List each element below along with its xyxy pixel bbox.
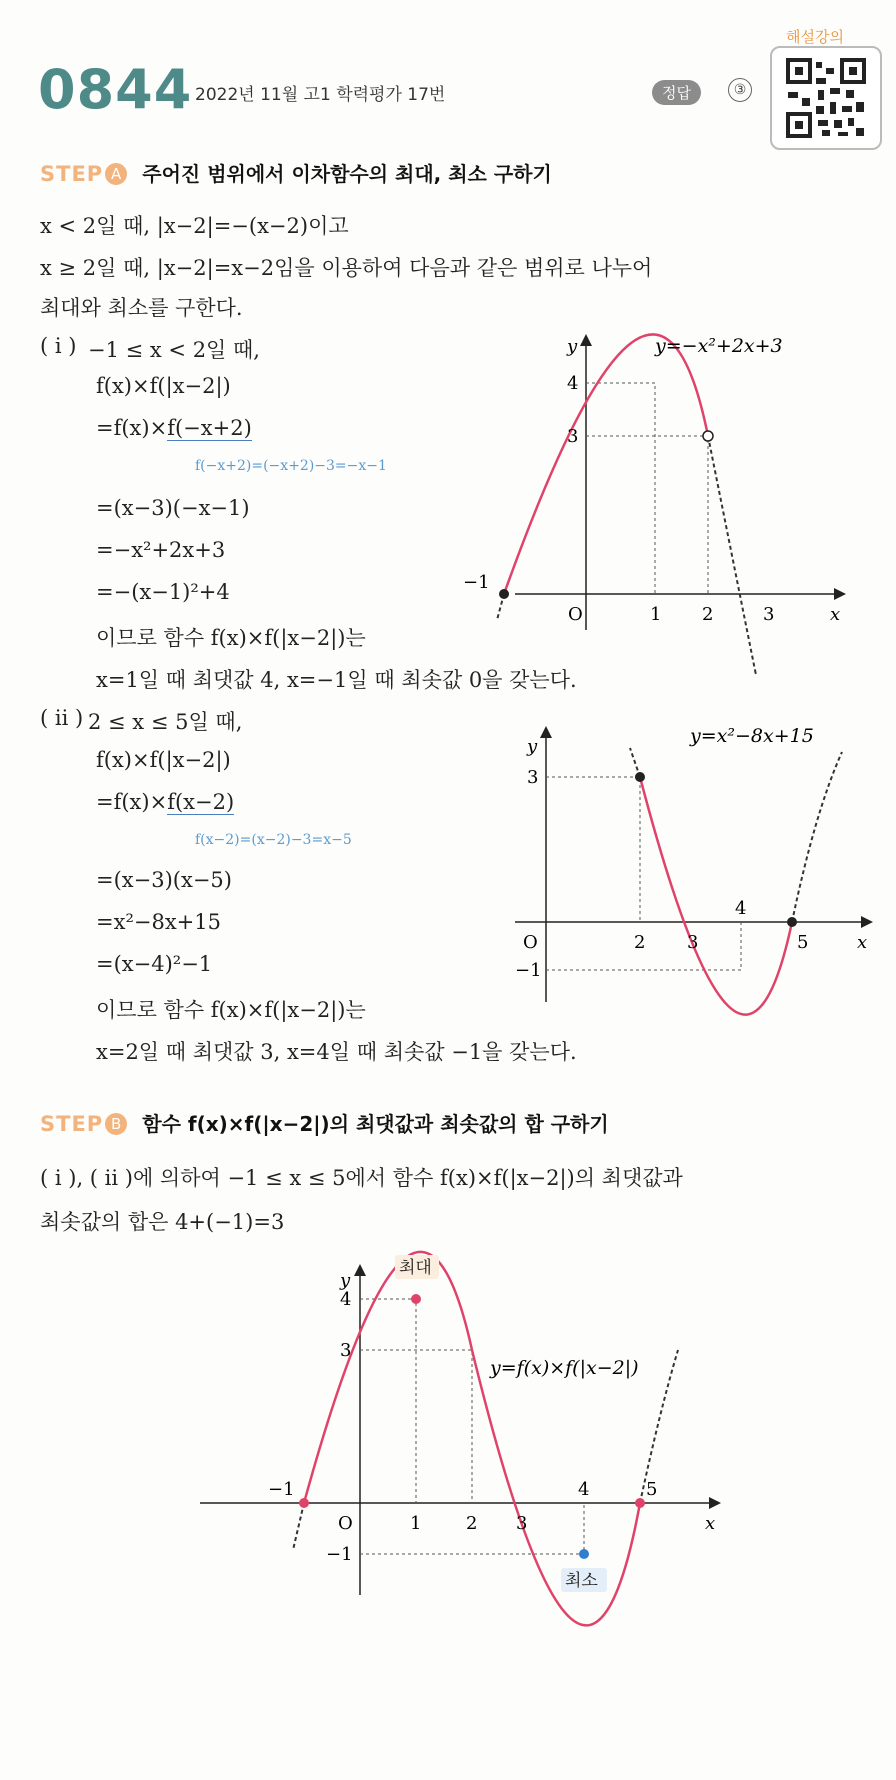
step-b-title: 함수 f(x)×f(|x−2|)의 최댓값과 최솟값의 합 구하기 bbox=[142, 1112, 609, 1136]
tick-x2: 2 bbox=[702, 604, 714, 625]
tick-x3: 3 bbox=[687, 932, 699, 953]
tick-xm1: −1 bbox=[268, 1479, 295, 1500]
case2-line-6: 이므로 함수 f(x)×f(|x−2|)는 bbox=[96, 998, 366, 1022]
step-a-header bbox=[40, 158, 552, 187]
step-b-line-1: ( i ), ( ii )에 의하여 −1 ≤ x ≤ 5에서 함수 f(x)×f(|x−2|)의 최댓값과 bbox=[40, 1166, 683, 1190]
curve-dashed-right bbox=[792, 752, 842, 922]
step-a-letter: A bbox=[105, 163, 127, 185]
tick-ym1: −1 bbox=[326, 1544, 353, 1565]
case1-line-1: f(x)×f(|x−2|) bbox=[96, 374, 231, 398]
tick-y3: 3 bbox=[527, 767, 539, 788]
qr-code[interactable] bbox=[770, 46, 882, 150]
case2-note: f(x−2)=(x−2)−3=x−5 bbox=[195, 832, 352, 848]
step-a-badge: STEP bbox=[40, 162, 104, 186]
tick-x5: 5 bbox=[646, 1479, 658, 1500]
qr-code-icon bbox=[772, 48, 880, 148]
origin: O bbox=[568, 604, 583, 625]
tick-ym1: −1 bbox=[515, 960, 542, 981]
case1-line-3: =(x−3)(−x−1) bbox=[96, 496, 250, 520]
case1-note: f(−x+2)=(−x+2)−3=−x−1 bbox=[195, 458, 387, 474]
equation-2: y=x²−8x+15 bbox=[690, 725, 814, 747]
case1-line-6: 이므로 함수 f(x)×f(|x−2|)는 bbox=[96, 626, 366, 650]
y-label: y bbox=[567, 336, 578, 357]
case2-line-5: =(x−4)²−1 bbox=[96, 952, 213, 976]
tick-y4: 4 bbox=[340, 1289, 352, 1310]
tick-x2: 2 bbox=[634, 932, 646, 953]
intro-line-3: 최대와 최소를 구한다. bbox=[40, 296, 243, 320]
curve-solid bbox=[640, 777, 792, 1015]
min-label: 최소 bbox=[565, 1571, 598, 1591]
case1-line-2 bbox=[96, 416, 252, 440]
tick-y3: 3 bbox=[340, 1340, 352, 1361]
answer-badge: 정답 bbox=[652, 80, 701, 105]
tick-x4: 4 bbox=[735, 898, 747, 919]
origin: O bbox=[523, 932, 538, 953]
case1-label: ( i ) bbox=[40, 334, 77, 358]
guide-3 bbox=[360, 1350, 472, 1503]
equation-3: y=f(x)×f(|x−2|) bbox=[490, 1357, 639, 1379]
intro-line-2: x ≥ 2일 때, |x−2|=x−2임을 이용하여 다음과 같은 범위로 나누어 bbox=[40, 256, 653, 280]
tick-x5: 5 bbox=[797, 932, 809, 953]
tick-y4: 4 bbox=[567, 373, 579, 394]
y-label: y bbox=[527, 736, 538, 757]
answer-choice: ③ bbox=[728, 78, 752, 102]
origin: O bbox=[338, 1513, 353, 1534]
tick-y3: 3 bbox=[567, 426, 579, 447]
tick-x1: 1 bbox=[410, 1513, 422, 1534]
y-label: y bbox=[340, 1270, 351, 1291]
tick-x2: 2 bbox=[466, 1513, 478, 1534]
case2-line-4: =x²−8x+15 bbox=[96, 910, 221, 934]
step-a-title: 주어진 범위에서 이차함수의 최대, 최소 구하기 bbox=[142, 162, 552, 186]
guide-3 bbox=[546, 777, 640, 922]
step-b-badge: STEP bbox=[40, 1112, 104, 1136]
graph-1 bbox=[463, 330, 865, 640]
case1-range: −1 ≤ x < 2일 때, bbox=[88, 338, 260, 362]
step-b-line-2: 최솟값의 합은 4+(−1)=3 bbox=[40, 1210, 285, 1234]
point-min bbox=[579, 1549, 589, 1559]
guide-max bbox=[586, 383, 655, 594]
guide-max bbox=[360, 1299, 416, 1503]
problem-number: 0844 bbox=[38, 58, 193, 121]
problem-source: 2022년 11월 고1 학력평가 17번 bbox=[195, 85, 446, 105]
max-label: 최대 bbox=[399, 1258, 432, 1278]
tick-xm1: −1 bbox=[463, 572, 490, 593]
curve-solid bbox=[504, 334, 708, 594]
tick-x4: 4 bbox=[578, 1479, 590, 1500]
point-max bbox=[411, 1294, 421, 1304]
tick-x3: 3 bbox=[516, 1513, 528, 1534]
case1-line-2a: =f(x)× bbox=[96, 416, 168, 440]
case2-line-7: x=2일 때 최댓값 3, x=4일 때 최솟값 −1을 갖는다. bbox=[96, 1040, 577, 1064]
point-minus1 bbox=[299, 1498, 309, 1508]
case1-line-5: =−(x−1)²+4 bbox=[96, 580, 230, 604]
case2-line-2 bbox=[96, 790, 234, 814]
case2-line-2a: =f(x)× bbox=[96, 790, 168, 814]
equation-1: y=−x²+2x+3 bbox=[655, 335, 783, 357]
curve-dashed-left bbox=[293, 1503, 304, 1550]
tick-x3: 3 bbox=[763, 604, 775, 625]
case2-line-3: =(x−3)(x−5) bbox=[96, 868, 232, 892]
point-open-2-3 bbox=[703, 431, 713, 441]
x-label: x bbox=[857, 932, 868, 953]
point-5 bbox=[635, 1498, 645, 1508]
point-minus1 bbox=[499, 589, 509, 599]
case1-line-2b: f(−x+2) bbox=[167, 416, 252, 440]
graph-2 bbox=[505, 712, 880, 1012]
x-label: x bbox=[830, 604, 841, 625]
step-b-letter: B bbox=[105, 1113, 127, 1135]
curve-dashed-right bbox=[708, 436, 756, 673]
case1-line-4: =−x²+2x+3 bbox=[96, 538, 226, 562]
case2-label: ( ii ) bbox=[40, 706, 84, 730]
step-b-header bbox=[40, 1108, 609, 1137]
guide-3 bbox=[586, 436, 708, 594]
tick-x1: 1 bbox=[650, 604, 662, 625]
graph-3 bbox=[190, 1250, 750, 1640]
lecture-label[interactable]: 해설강의 bbox=[786, 28, 844, 46]
case2-line-2b: f(x−2) bbox=[167, 790, 235, 814]
case2-line-1: f(x)×f(|x−2|) bbox=[96, 748, 231, 772]
x-label: x bbox=[705, 1513, 716, 1534]
case2-range: 2 ≤ x ≤ 5일 때, bbox=[88, 710, 243, 734]
case1-line-7: x=1일 때 최댓값 4, x=−1일 때 최솟값 0을 갖는다. bbox=[96, 668, 577, 692]
point-2-3 bbox=[635, 772, 645, 782]
point-5-0 bbox=[787, 917, 797, 927]
intro-line-1: x < 2일 때, |x−2|=−(x−2)이고 bbox=[40, 214, 349, 238]
